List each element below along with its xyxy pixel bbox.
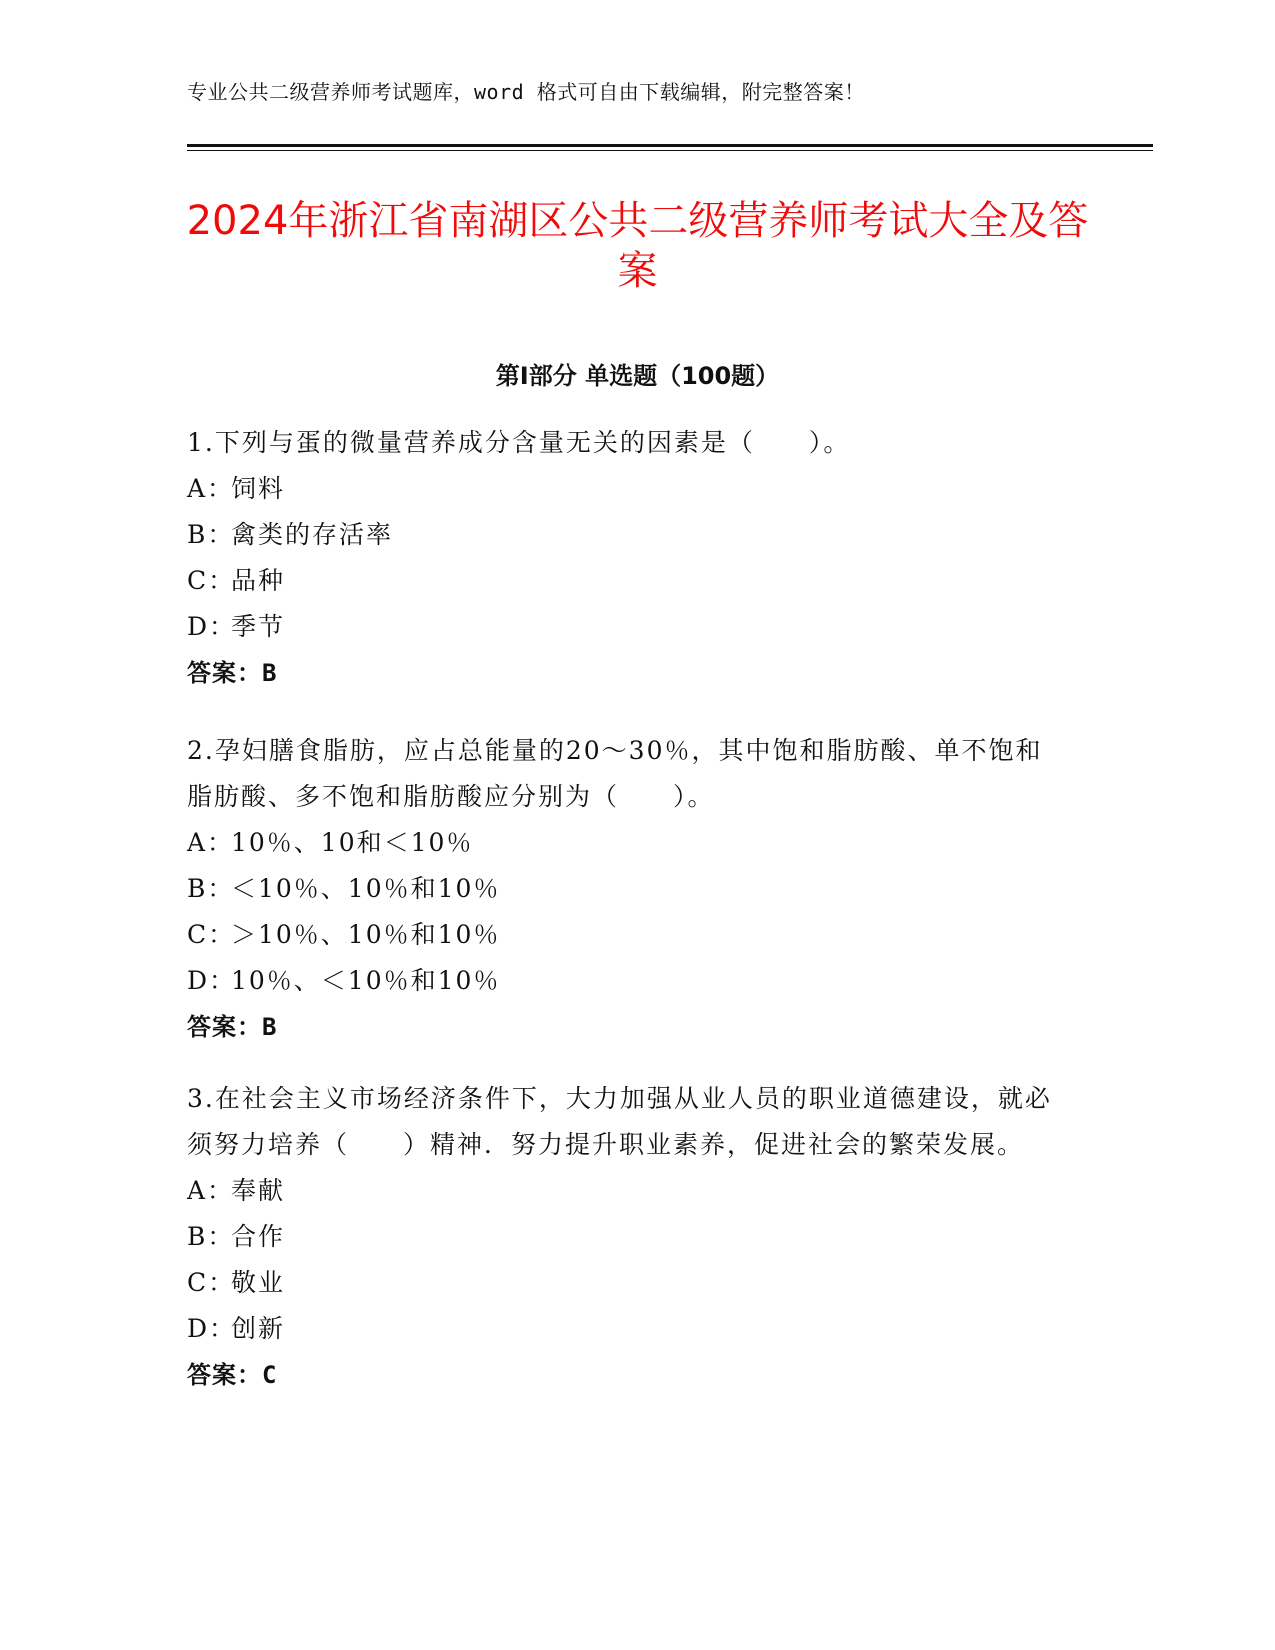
- option-text: 饲料: [231, 474, 286, 503]
- option-key: C：: [187, 920, 236, 949]
- option-b: [187, 866, 1067, 912]
- option-key: A：: [187, 1176, 235, 1205]
- document-title: 2024年浙江省南湖区公共二级营养师考试大全及答案: [186, 198, 1089, 294]
- option-text: 奉献: [231, 1176, 286, 1205]
- answer-line: 答案：B: [187, 1013, 278, 1041]
- option-text: 合作: [231, 1222, 286, 1251]
- option-a: [187, 1168, 1067, 1214]
- option-key: A：: [187, 474, 235, 503]
- question-3: [187, 1076, 1067, 1398]
- option-c: [187, 558, 1067, 604]
- option-key: A：: [187, 828, 235, 857]
- option-text: 品种: [231, 566, 286, 595]
- option-key: C：: [187, 566, 236, 595]
- option-d: [187, 604, 1067, 650]
- option-text: 10％、10和＜10％: [231, 828, 474, 857]
- header-divider-thin: [187, 150, 1153, 151]
- answer-line: 答案：C: [187, 1361, 278, 1389]
- option-d: [187, 958, 1067, 1004]
- option-text: 禽类的存活率: [231, 520, 394, 549]
- option-key: B：: [187, 1222, 235, 1251]
- header-divider-thick: [187, 144, 1153, 147]
- option-text: 创新: [231, 1314, 286, 1343]
- option-c: [187, 912, 1067, 958]
- option-key: C：: [187, 1268, 236, 1297]
- section-title: 第Ⅰ部分 单选题（100题）: [495, 362, 780, 390]
- option-key: D：: [187, 1314, 237, 1343]
- option-key: D：: [187, 966, 237, 995]
- option-d: [187, 1306, 1067, 1352]
- question-1: [187, 420, 1067, 696]
- option-c: [187, 1260, 1067, 1306]
- option-text: ＞10％、10％和10％: [231, 920, 501, 949]
- answer-line: 答案：B: [187, 659, 278, 687]
- option-key: D：: [187, 612, 237, 641]
- option-text: ＜10％、10％和10％: [231, 874, 501, 903]
- question-stem: 2.孕妇膳食脂肪，应占总能量的20～30％，其中饱和脂肪酸、单不饱和脂肪酸、多不饱和脂肪酸应分别为（ ）。: [187, 736, 1043, 811]
- option-text: 敬业: [231, 1268, 286, 1297]
- question-stem: 1.下列与蛋的微量营养成分含量无关的因素是（ ）。: [187, 428, 851, 457]
- header-note: 专业公共二级营养师考试题库，word 格式可自由下载编辑，附完整答案！: [187, 80, 865, 104]
- question-stem: 3.在社会主义市场经济条件下，大力加强从业人员的职业道德建设，就必须努力培养（ ）精神．努力提升职业素养，促进社会的繁荣发展。: [187, 1084, 1052, 1159]
- option-a: [187, 466, 1067, 512]
- option-a: [187, 820, 1067, 866]
- option-key: B：: [187, 874, 235, 903]
- option-text: 10％、＜10％和10％: [231, 966, 501, 995]
- question-2: [187, 728, 1067, 1050]
- option-key: B：: [187, 520, 235, 549]
- option-b: [187, 512, 1067, 558]
- option-b: [187, 1214, 1067, 1260]
- option-text: 季节: [231, 612, 286, 641]
